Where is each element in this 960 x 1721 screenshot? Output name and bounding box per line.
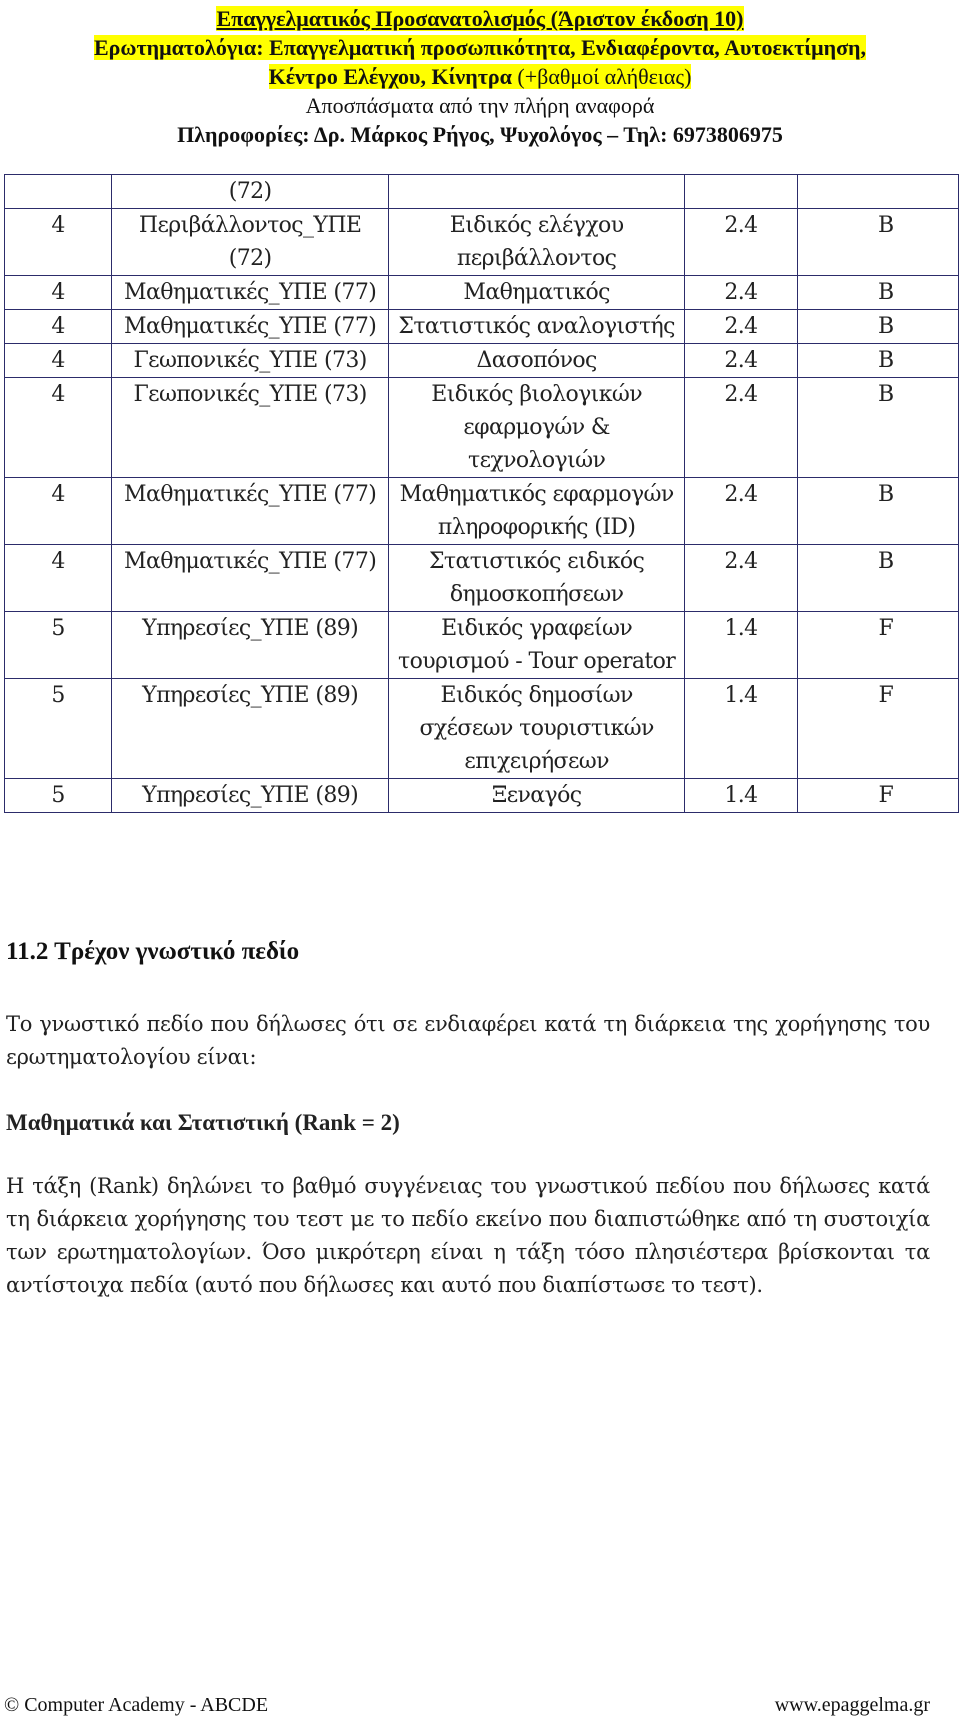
- field-cell: Μαθηματικές_ΥΠΕ (77): [112, 545, 389, 612]
- section-title: 11.2 Τρέχον γνωστικό πεδίο: [6, 938, 300, 965]
- header-line-3: [0, 62, 960, 91]
- code-cell: [797, 175, 958, 209]
- footer-copyright: © Computer Academy - ABCDE: [4, 1694, 269, 1716]
- score-cell: [685, 175, 797, 209]
- row-number: 4: [5, 344, 112, 378]
- code-cell: B: [797, 344, 958, 378]
- row-number: 4: [5, 378, 112, 478]
- code-cell: B: [797, 276, 958, 310]
- table-row: [5, 344, 959, 378]
- code-cell: F: [797, 779, 958, 813]
- job-cell: Ειδικός γραφείων τουρισμού - Tour operator: [389, 612, 685, 679]
- code-cell: F: [797, 679, 958, 779]
- score-cell: 1.4: [685, 679, 797, 779]
- table-row: [5, 378, 959, 478]
- field-cell: Γεωπονικές_ΥΠΕ (73): [112, 344, 389, 378]
- score-cell: 2.4: [685, 378, 797, 478]
- header-excerpts: Αποσπάσματα από την πλήρη αναφορά: [305, 93, 655, 118]
- header-line-2: [0, 33, 960, 62]
- row-number: [5, 175, 112, 209]
- rank-explanation: Η τάξη (Rank) δηλώνει το βαθμό συγγένειας του γνωστικού πεδίου που δήλωσες κατά τη διάρκεια χορήγησης του τεστ με το πεδίο εκείνο που διαπιστώθηκε από τη συστοιχία των ερωτηματολογίων. Όσο μικρότερη είναι η τάξη τόσο πλησιέστερα βρίσκονται τα αντίστοιχα πεδία (αυτό που δήλωσες και αυτό που διαπίστωσε το τεστ).: [6, 1174, 930, 1297]
- table-row: [5, 276, 959, 310]
- header-line-1: [0, 4, 960, 33]
- section-intro: Το γνωστικό πεδίο που δήλωσες ότι σε ενδιαφέρει κατά τη διάρκεια της χορήγησης του ερωτηματολογίου είναι:: [6, 1012, 930, 1069]
- job-cell: Ειδικός ελέγχου περιβάλλοντος: [389, 209, 685, 276]
- table-row: [5, 612, 959, 679]
- careers-table-body: [5, 175, 959, 813]
- row-number: 4: [5, 209, 112, 276]
- score-cell: 2.4: [685, 310, 797, 344]
- header-questionnaires: Ερωτηματολόγια: Επαγγελματική προσωπικότητα, Ενδιαφέροντα, Αυτοεκτίμηση,: [93, 35, 867, 60]
- header-questionnaires-bold: Κέντρο Ελέγχου, Κίνητρα: [268, 64, 512, 89]
- field-cell: Γεωπονικές_ΥΠΕ (73): [112, 378, 389, 478]
- row-number: 5: [5, 779, 112, 813]
- field-cell: Υπηρεσίες_ΥΠΕ (89): [112, 779, 389, 813]
- code-cell: B: [797, 209, 958, 276]
- table-row: [5, 310, 959, 344]
- job-cell: [389, 175, 685, 209]
- code-cell: B: [797, 545, 958, 612]
- row-number: 5: [5, 612, 112, 679]
- score-cell: 2.4: [685, 276, 797, 310]
- score-cell: 2.4: [685, 344, 797, 378]
- job-cell: Δασοπόνος: [389, 344, 685, 378]
- job-cell: Στατιστικός αναλογιστής: [389, 310, 685, 344]
- row-number: 4: [5, 276, 112, 310]
- field-cell: Περιβάλλοντος_ΥΠΕ (72): [112, 209, 389, 276]
- job-cell: Ειδικός δημοσίων σχέσεων τουριστικών επιχειρήσεων: [389, 679, 685, 779]
- field-cell: (72): [112, 175, 389, 209]
- field-cell: Υπηρεσίες_ΥΠΕ (89): [112, 679, 389, 779]
- code-cell: B: [797, 378, 958, 478]
- job-cell: Ειδικός βιολογικών εφαρμογών & τεχνολογιών: [389, 378, 685, 478]
- job-cell: Μαθηματικός: [389, 276, 685, 310]
- header-line-4: [0, 91, 960, 120]
- code-cell: B: [797, 478, 958, 545]
- job-cell: Στατιστικός ειδικός δημοσκοπήσεων: [389, 545, 685, 612]
- row-number: 5: [5, 679, 112, 779]
- code-cell: F: [797, 612, 958, 679]
- header-line-5: [0, 120, 960, 149]
- field-cell: Μαθηματικές_ΥΠΕ (77): [112, 276, 389, 310]
- field-cell: Μαθηματικές_ΥΠΕ (77): [112, 478, 389, 545]
- header-contact: Πληροφορίες: Δρ. Μάρκος Ρήγος, Ψυχολόγος – Τηλ: 6973806975: [177, 122, 783, 147]
- table-row: [5, 175, 959, 209]
- row-number: 4: [5, 310, 112, 344]
- code-cell: B: [797, 310, 958, 344]
- field-cell: Μαθηματικές_ΥΠΕ (77): [112, 310, 389, 344]
- row-number: 4: [5, 545, 112, 612]
- field-cell: Υπηρεσίες_ΥΠΕ (89): [112, 612, 389, 679]
- header-truth-scores: (+βαθμοί αλήθειας): [517, 64, 692, 89]
- job-cell: Μαθηματικός εφαρμογών πληροφορικής (ID): [389, 478, 685, 545]
- score-cell: 1.4: [685, 612, 797, 679]
- table-row: [5, 545, 959, 612]
- table-row: [5, 478, 959, 545]
- knowledge-field-result: Μαθηματικά και Στατιστική (Rank = 2): [6, 1110, 400, 1135]
- page-header: [0, 4, 960, 149]
- score-cell: 2.4: [685, 545, 797, 612]
- careers-table: [4, 174, 959, 813]
- score-cell: 2.4: [685, 209, 797, 276]
- table-row: [5, 779, 959, 813]
- table-row: [5, 679, 959, 779]
- row-number: 4: [5, 478, 112, 545]
- score-cell: 2.4: [685, 478, 797, 545]
- header-title: Επαγγελματικός Προσανατολισμός (Άριστον έκδοση 10): [216, 6, 744, 31]
- score-cell: 1.4: [685, 779, 797, 813]
- job-cell: Ξεναγός: [389, 779, 685, 813]
- header-questionnaires-cont: [269, 64, 692, 89]
- footer-website: www.epaggelma.gr: [774, 1694, 930, 1716]
- table-row: [5, 209, 959, 276]
